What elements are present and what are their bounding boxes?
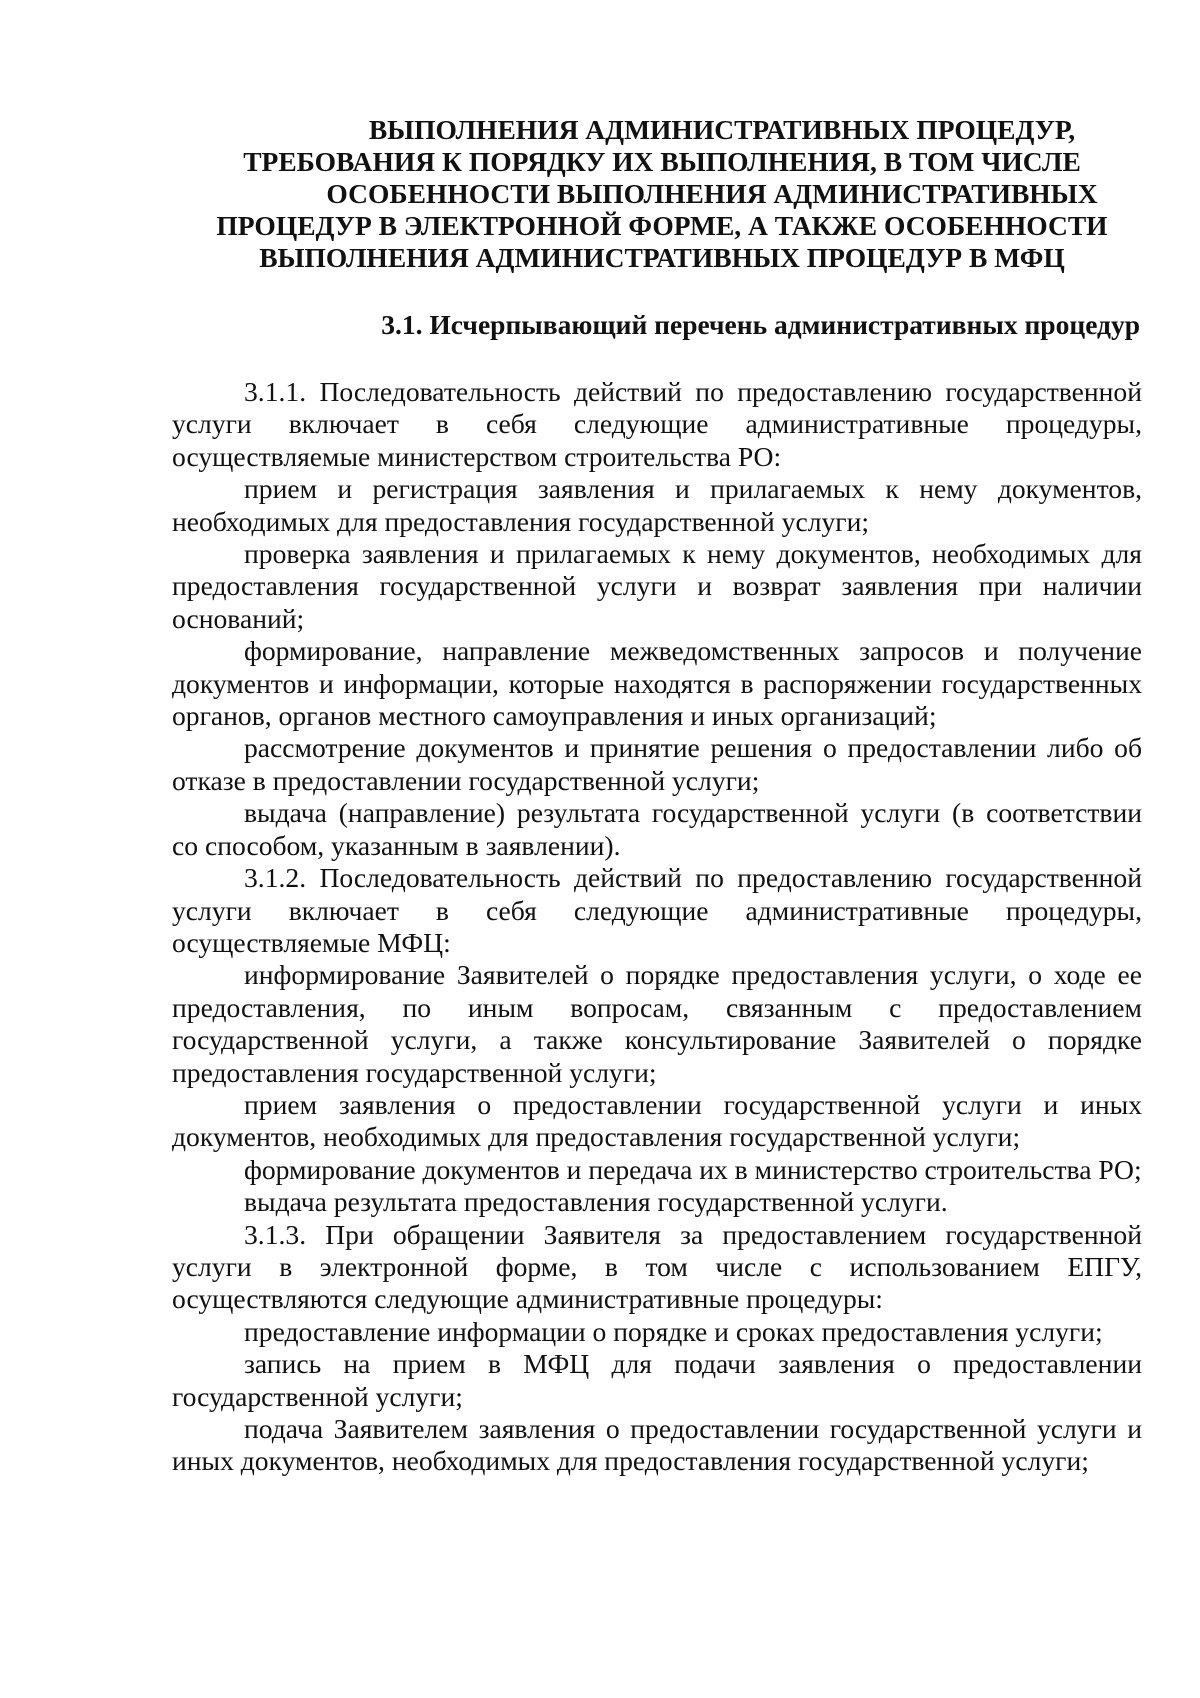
- list-item: формирование документов и передача их в министерство строительства РО;: [244, 1153, 1142, 1185]
- list-item: прием заявления о предоставлении государственной услуги и иных документов, необходимых для предоставления государственной услуги;: [172, 1088, 1142, 1153]
- list-item: информирование Заявителей о порядке предоставления услуги, о ходе ее предоставления, по иным вопросам, связанным с предоставлением государственной услуги, а также консультирование Заявителей о порядке предоставления государственной услуги;: [172, 959, 1142, 1088]
- document-title: [172, 114, 1152, 274]
- title-line-4: ПРОЦЕДУР В ЭЛЕКТРОННОЙ ФОРМЕ, А ТАКЖЕ ОСОБЕННОСТИ: [216, 210, 1108, 241]
- section-heading: 3.1. Исчерпывающий перечень административных процедур: [381, 309, 1140, 340]
- document-body: [172, 376, 1142, 1478]
- list-item: предоставление информации о порядке и сроках предоставления услуги;: [244, 1315, 1103, 1347]
- list-item: запись на прием в МФЦ для подачи заявления о предоставлении государственной услуги;: [172, 1348, 1142, 1412]
- paragraph-3-1-2: 3.1.2. Последовательность действий по предоставлению государственной услуги включает в себя следующие административные процедуры, осуществляемые МФЦ:: [172, 862, 1142, 958]
- list-item: выдача (направление) результата государственной услуги (в соответствии со способом, указанным в заявлении).: [172, 797, 1142, 861]
- paragraph-3-1-1: 3.1.1. Последовательность действий по предоставлению государственной услуги включает в себя следующие административные процедуры, осуществляемые министерством строительства РО:: [172, 376, 1142, 472]
- list-item: подача Заявителем заявления о предоставлении государственной услуги и иных документов, необходимых для предоставления государственной услуги;: [172, 1413, 1142, 1477]
- list-item: прием и регистрация заявления и прилагаемых к нему документов, необходимых для предоставления государственной услуги;: [172, 473, 1142, 537]
- title-line-3: ОСОБЕННОСТИ ВЫПОЛНЕНИЯ АДМИНИСТРАТИВНЫХ: [326, 178, 1098, 209]
- paragraph-3-1-3: 3.1.3. При обращении Заявителя за предоставлением государственной услуги в электронной форме, в том числе с использованием ЕПГУ, осуществляются следующие административные процедуры:: [172, 1218, 1142, 1315]
- list-item: формирование, направление межведомственных запросов и получение документов и информации, которые находятся в распоряжении государственных органов, органов местного самоуправления и иных организаций;: [172, 635, 1142, 732]
- title-line-2: ТРЕБОВАНИЯ К ПОРЯДКУ ИХ ВЫПОЛНЕНИЯ, В ТОМ ЧИСЛЕ: [243, 146, 1081, 177]
- title-line-5: ВЫПОЛНЕНИЯ АДМИНИСТРАТИВНЫХ ПРОЦЕДУР В МФЦ: [259, 242, 1065, 273]
- title-line-1: ВЫПОЛНЕНИЯ АДМИНИСТРАТИВНЫХ ПРОЦЕДУР,: [368, 114, 1076, 145]
- list-item: выдача результата предоставления государственной услуги.: [244, 1186, 948, 1218]
- list-item: проверка заявления и прилагаемых к нему документов, необходимых для предоставления государственной услуги и возврат заявления при наличии оснований;: [172, 538, 1142, 634]
- list-item: рассмотрение документов и принятие решения о предоставлении либо об отказе в предоставлении государственной услуги;: [172, 732, 1142, 796]
